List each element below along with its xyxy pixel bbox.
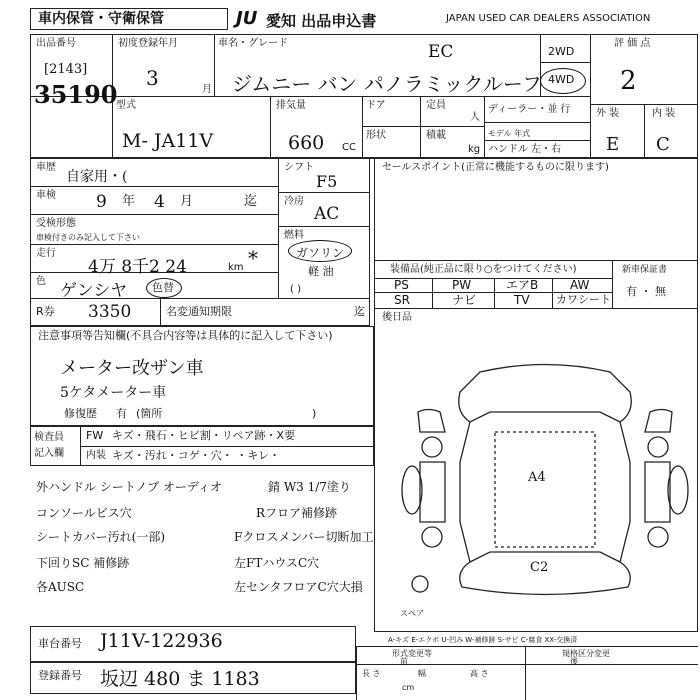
height-label: 高 さ: [470, 669, 489, 678]
notify-label: 名変通知期限: [166, 305, 232, 318]
eq-navi[interactable]: ナビ: [452, 293, 477, 307]
fw-items: キズ・飛石・ヒビ割・リペア跡・X要: [112, 429, 296, 442]
car-name-value: ジムニー バン パノラミックルーフ: [232, 72, 542, 96]
rear-items-label: 後日品: [382, 312, 412, 323]
eq-airbag[interactable]: エアB: [506, 278, 539, 292]
fuel-other: ( ): [290, 284, 301, 295]
inspection-year: 9: [96, 192, 107, 212]
lot-code: [2143]: [44, 62, 88, 77]
person-unit: 人: [470, 112, 480, 123]
displacement-label: 排気量: [276, 100, 306, 111]
year-unit: 年: [122, 194, 136, 209]
model-year-label: モデル 年式: [488, 129, 531, 138]
registration-number: 坂辺 480 ま 1183: [100, 668, 260, 690]
spare-label: スペア: [400, 609, 424, 618]
remark-10: 左センタフロアC穴大損: [234, 580, 363, 594]
r-ken-value: 3350: [88, 302, 132, 322]
dealer-label: ディーラー・並 行: [488, 104, 571, 115]
shift-label: シフト: [284, 162, 314, 173]
remark-3: シートカバー汚れ(一部): [36, 530, 166, 544]
mileage-label: 走行: [36, 248, 56, 259]
chassis-number: J11V-122936: [100, 630, 223, 652]
first-reg-year: 3: [146, 66, 159, 90]
after-label: 後: [570, 657, 578, 666]
remark-7: Rフロア補修跡: [256, 506, 338, 520]
history-value: 自家用・(: [66, 169, 128, 185]
inspector-label: 検査員: [34, 432, 64, 443]
eq-kawa-seat[interactable]: カワシート: [556, 293, 611, 306]
damage-a4: A4: [528, 470, 546, 485]
kg-unit: kg: [468, 144, 481, 155]
until-label: 迄: [244, 194, 258, 209]
remark-8: Fクロスメンバー切断加工: [234, 530, 374, 544]
ju-logo: JU: [236, 8, 258, 29]
equipment-label: 装備品(純正品に限り○をつけてください): [390, 264, 577, 275]
size-change-label: 規格区分変更: [562, 649, 610, 658]
drive-4wd: 4WD: [548, 73, 575, 86]
remark-5: 各AUSC: [36, 580, 85, 594]
note-line-1: メーター改ザン車: [60, 358, 204, 379]
remark-4: 下回りSC 補修跡: [36, 556, 130, 570]
score-value: 2: [620, 66, 637, 96]
exterior-label: 外 装: [596, 108, 620, 119]
model-label: 型式: [116, 100, 136, 111]
color-change-circle: [146, 278, 182, 298]
color-value: ゲンシヤ: [60, 281, 128, 301]
eq-pw[interactable]: PW: [452, 278, 472, 292]
sales-point-label: セールスポイント(正常に機能するものに限ります): [382, 162, 609, 173]
chassis-label: 車台番号: [38, 637, 82, 650]
repair-yes: 有: [116, 407, 127, 420]
naisou-label: 内装: [86, 450, 106, 461]
eq-aw[interactable]: AW: [570, 278, 590, 292]
month-unit2: 月: [180, 194, 194, 209]
capacity-label: 定員: [426, 100, 446, 111]
mileage-value: 4万 8千2 24: [88, 257, 187, 277]
inspection-month: 4: [154, 192, 165, 212]
eq-ps[interactable]: PS: [394, 278, 409, 292]
remark-1: 外ハンドル シートノブ オーディオ: [36, 480, 222, 494]
color-change-label: 色替: [152, 281, 174, 294]
remark-2: コンソールビス穴: [36, 506, 132, 520]
model-value: M- JA11V: [122, 130, 214, 152]
eq-sr[interactable]: SR: [394, 293, 410, 307]
grade-value: EC: [428, 42, 454, 62]
naisou-items: キズ・汚れ・コゲ・穴・ ・キレ・: [112, 449, 281, 462]
width-label: 幅: [418, 669, 426, 678]
cm-unit: cm: [402, 683, 415, 692]
recycle-value: 有 ・ 無: [626, 285, 666, 298]
repair-place: (箇所: [136, 407, 163, 420]
remark-9: 左FTハウスC穴: [234, 556, 320, 570]
repair-close: ): [312, 407, 317, 420]
month-unit: 月: [202, 84, 212, 95]
interior-grade: C: [656, 134, 670, 155]
history-label: 車歴: [36, 162, 56, 173]
handle-label: ハンドル 左・右: [488, 144, 562, 155]
notify-until: 迄: [354, 305, 365, 318]
association-name: JAPAN USED CAR DEALERS ASSOCIATION: [446, 13, 651, 24]
note-line-2: 5ケタメーター車: [60, 385, 167, 401]
repair-history-label: 修復歴: [64, 407, 97, 420]
shift-value: F5: [316, 172, 338, 191]
notes-title: 注意事項等告知欄(不具合内容等は具体的に記入して下さい): [38, 329, 333, 342]
drive-2wd: 2WD: [548, 45, 575, 58]
form-change-label: 形式変更等: [392, 649, 432, 658]
exterior-grade: E: [606, 134, 620, 155]
receipt-label: 受検形態: [36, 218, 76, 229]
damage-legend: A-キズ E-エクボ U-凹み W-補修跡 S-サビ C-腐食 XX-交換済: [388, 636, 578, 644]
cc-unit: CC: [342, 142, 356, 153]
damage-c2: C2: [530, 560, 549, 575]
receipt-note: 車検付きのみ記入して下さい: [36, 233, 140, 242]
load-label: 積載: [426, 130, 446, 141]
before-label: 前: [400, 657, 408, 666]
length-label: 長 さ: [362, 669, 381, 678]
fw-label: FW: [86, 429, 104, 442]
4wd-circle: [540, 68, 586, 94]
r-ken-label: R券: [36, 305, 55, 318]
lot-number: 35190: [34, 80, 118, 109]
eq-tv[interactable]: TV: [514, 293, 530, 307]
recycle-label: 新車保証書: [622, 265, 668, 275]
first-reg-label: 初度登録年月: [118, 38, 178, 49]
fuel-value: ガソリン: [296, 246, 345, 260]
mileage-mark: *: [248, 246, 258, 270]
fuel-label: 燃料: [284, 230, 304, 241]
shape-label: 形状: [366, 130, 386, 141]
storage-title: 車内保管・守衛保管: [38, 11, 164, 27]
score-label: 評 価 点: [614, 38, 651, 49]
interior-label: 内 装: [652, 108, 676, 119]
fuel-keiyu: 軽 油: [308, 265, 334, 278]
color-label: 色: [36, 276, 46, 287]
entry-label: 記入欄: [34, 448, 64, 459]
door-label: ドア: [366, 100, 386, 111]
displacement-value: 660: [288, 132, 325, 154]
inspection-label: 車検: [36, 190, 56, 201]
remark-6: 錆 W3 1/7塗り: [268, 480, 351, 494]
registration-label: 登録番号: [38, 669, 82, 682]
aircon-value: AC: [314, 204, 340, 224]
form-title: 愛知 出品申込書: [266, 12, 377, 30]
aircon-label: 冷房: [284, 196, 304, 207]
car-name-label: 車名・グレード: [218, 38, 288, 49]
lot-label: 出品番号: [36, 38, 76, 49]
fuel-circle: [288, 240, 352, 262]
km-unit: km: [228, 262, 244, 273]
